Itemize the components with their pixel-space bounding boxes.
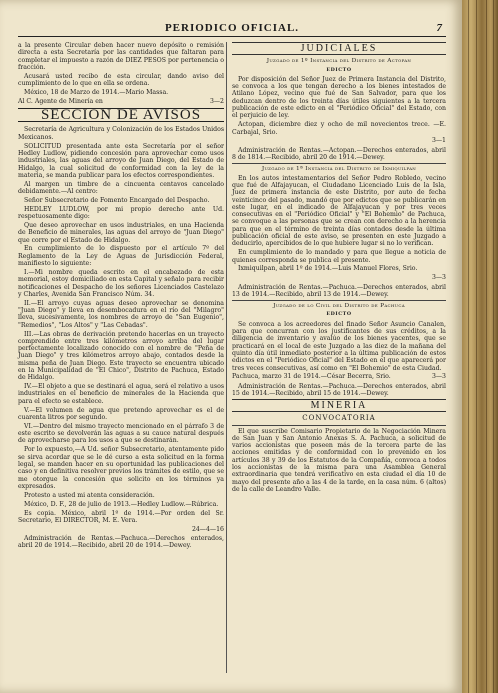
aviso-paragraph: Al margen un timbre de a cincuenta centavos cancelado debidamente.—Al centro: <box>18 180 224 196</box>
aviso-count: 24—4—16 <box>191 525 224 533</box>
juzgado-count: 3—3 <box>431 274 446 282</box>
column-divider <box>226 42 227 673</box>
separator <box>232 300 446 301</box>
juzgado-count: 3—1 <box>431 137 446 145</box>
aviso-paragraph: Es copia. México, abril 1º de 1914.—Por orden del Sr. Secretario, El DIRECTOR, M. E. Vera. <box>18 509 224 524</box>
juzgado-paragraph: En los autos intestamentarios del Señor Pedro Robledo, vecino que fué de Alfajayucan, el Ciudadano Licenciado Luis de la Isla, Juez de primera instancia de este Distrito, por auto de fecha veinticinco del pasado, mandó que por edictos que se publicarán en este lugar, en el indicado de Alfajayucan y por tres veces consecutivas en el "Periódico Oficial" y "El Bohemio" de Pachuca, se convoque a las personas que se crean con derecho a la herencia para que en el término de treinta días contados desde la última publicación oficial de este aviso, se presenten en este Juzgado a deducirlo, apercibidos de lo que hubiere lugar si no lo verifican. <box>232 174 446 248</box>
notice-paragraph: a la presente Circular deben hacer nuevo depósito o remisión directa a esta Secretaría por las cantidades que faltaran para completar el impuesto a razón de DIEZ PESOS por pertenencia o fracción. <box>18 42 224 71</box>
aviso-paragraph: IV.—El objeto a que se destinará el agua, será el relativo a usos industriales en el beneficio de minerales de la Hacienda que para el efecto se establece. <box>18 383 224 405</box>
aviso-paragraph: VI.—Dentro del mismo trayecto mencionado en el párrafo 3 de este escrito se devolverán las aguas a su cauce natural después de aprovecharse para los usos a que se destinarán. <box>18 422 224 445</box>
aviso-paragraph: Por lo expuesto,—A Ud. señor Subsecretario, atentamente pido se sirva acordar que se le dé curso a esta solicitud en la forma legal, se manden hacer en su oportunidad las publicaciones del caso y en definitiva resolver previos los trámites de estilo, que se me otorgue la concesión que solicito en los términos ya expresados. <box>18 446 224 490</box>
juzgado-title: Juzgado de 1º Instancia del Distrito de Actopan <box>266 58 412 65</box>
header-title: PERIODICO OFICIAL. <box>164 22 300 34</box>
notice-date: México, 18 de Marzo de 1914.—Mario Massa. <box>24 88 169 96</box>
juzgado-paragraph: Se convoca a los acreedores del finado Señor Asuncio Canalen, para que concurran con los justificantes de sus créditos, a la diligencia de inventario y avalúo de los bienes yacentes, que se practicará en el local de este Juzgado a las diez de la mañana del quinto día útil inmediato posterior a la última publicación de estos edictos en el "Periódico Oficial" del Estado en el que aparecerá por tres veces consecutivas, así como en "El Bohemio" de esta Ciudad. <box>232 320 446 372</box>
mineria-paragraph: El que suscribe Comisario Propietario de la Negociación Minera de San Juan y San Antonio Anexas S. A. Pachuca, a solicitud de varios accionistas que poseen más de la tercera parte de las acciones emitidas y de conformidad con lo prevenido en los artículos 38 y 39 de los Estatutos de la Compañía, convoca a todos los accionistas de la misma para una Asamblea General extraordinaria que tendrá verificativo en esta ciudad el día 10 de mayo del presente año a las 4 de la tarde, en la casa núm. 6 (altos) de la calle de Leandro Valle. <box>232 427 446 493</box>
aviso-paragraph: HEDLEY LUDLOW, por mi propio derecho ante Ud. respetuosamente digo: <box>18 205 224 221</box>
aviso-paragraph: I.—Mi nombre queda escrito en el encabezado de esta memorial, estoy domiciliado en esta Capital y señalo para recibir notificaciones el Despacho de los señores Licenciados Castelazo y Charles, Avenida San Francisco Núm. 34. <box>18 268 224 298</box>
aviso-paragraph: II.—El arroyo cuyas aguas deseo aprovechar se denomina "Juan Diego" y lleva en desembocadura en el río del "Milagro" lleva, sucesivamente, los nombres de arroyo de "San Eugenio", "Remedios", "Los Altos" y "Las Cebadas". <box>18 299 224 329</box>
notice-signature: Al C. Agente de Minería en 3—2 <box>18 97 224 105</box>
juzgado-paragraph: Administración de Rentas.—Pachuca.—Derechos enterados, abril 13 de 1914.—Recibido, abril 13 de 1914.—Dewey. <box>232 283 446 298</box>
aviso-paragraph: México, D. F., 28 de julio de 1913.—Hedley Ludlow.—Rúbrica. <box>24 500 219 508</box>
page-header <box>18 22 446 37</box>
juzgado-paragraph: Actopan, diciembre diez y ocho de mil novecientos trece. —E. Carbajal, Srio. <box>232 121 446 136</box>
separator <box>232 425 446 426</box>
aviso-paragraph: Secretaría de Agricultura y Colonización de los Estados Unidos Mexicanos. <box>18 126 224 141</box>
aviso-paragraph: Administración de Rentas.—Pachuca.—Derechos enterados, abril 20 de 1914.—Recibido, abril 20 de 1914.—Dewey. <box>18 534 224 550</box>
juzgado-paragraph: Por disposición del Señor Juez de Primera Instancia del Distrito, se convoca a los que tengan derecho a los bienes intestados de Atilano López, vecino que fué de San Salvador, para que los deduzcan dentro de los treinta días útiles siguientes a la tercera publicación de este edicto en el "Periódico Oficial" del Estado, con el perjuicio de ley. <box>232 75 446 120</box>
aviso-paragraph: Que deseo aprovechar en usos industriales, en una Hacienda de Beneficio de minerales, las aguas del arroyo de "Juan Diego" que corre por el Estado de Hidalgo. <box>18 221 224 244</box>
separator <box>232 163 446 164</box>
judiciales-heading: JUDICIALES <box>232 42 446 55</box>
aviso-paragraph: Señor Subsecretario de Fomento Encargado del Despacho. <box>24 196 210 204</box>
left-column <box>18 42 224 677</box>
page-number: 7 <box>436 22 442 34</box>
right-column <box>232 42 446 677</box>
aviso-paragraph: III.—Las obras de derivación pretendo hacerlas en un trayecto comprendido entre tres kilómetros arroyo arriba del lugar perfectamente localizado conocido con el nombre de "Peña de Juan Diego" y tres kilómetros arroyo abajo, contados desde la misma peña de Juan Diego. Este trayecto se encuentra ubicado en la Municipalidad de "El Chico", Distrito de Pachuca, Estado de Hidalgo. <box>18 330 224 382</box>
juzgado-title: Juzgado de 1ª Instancia del Distrito de Ixmiquilpan <box>261 166 417 173</box>
aviso-paragraph: Protesto a usted mi atenta consideración. <box>24 491 155 499</box>
juzgado-paragraph: Administración de Rentas.—Pachuca.—Derechos enterados, abril 15 de 1914.—Recibido, abril 15 de 1914.—Dewey. <box>232 382 446 398</box>
aviso-paragraph: V.—El volumen de agua que pretendo aprovechar es el de cuarenta litros por segundo. <box>18 406 224 421</box>
mineria-heading: MINERIA <box>232 399 446 412</box>
notice-paragraph: Acusará usted recibo de esta circular, dando aviso del cumplimiento de lo que en ella se ordena. <box>18 72 224 88</box>
juzgado-paragraph: Administración de Rentas.—Actopan.—Derechos enterados, abril 8 de 1814.—Recibido, abril 20 de 1914.—Dewey. <box>232 146 446 162</box>
section-heading: SECCION DE AVISOS <box>18 108 224 122</box>
edicto-label: EDICTO <box>326 311 352 318</box>
aviso-paragraph: En cumplimiento de lo dispuesto por el artículo 7º del Reglamento de la Ley de Aguas de Jurisdicción Federal, manifiesto lo siguiente: <box>18 245 224 268</box>
convocatoria-heading: CONVOCATORIA <box>302 414 376 423</box>
book-spine <box>462 0 498 693</box>
edicto-label: EDICTO <box>326 66 352 73</box>
juzgado-paragraph: Ixmiquilpan, abril 1º de 1914.—Luis Manuel Flores, Srio. <box>238 265 418 273</box>
juzgado-title: Juzgado de lo Civil del Distrito de Pachuca <box>273 303 405 310</box>
juzgado-signature: Pachuca, marzo 31 de 1914.—César Becerra, Srio. 3—3 <box>232 373 446 381</box>
aviso-paragraph: SOLICITUD presentada ante esta Secretaría por el señor Hedley Ludlow, pidiendo concesión para aprovechar como usos industriales, las aguas del arroyo de Juan Diego, del Estado de Hidalgo, la cual solicitud de conformidad con la ley de la materia, se manda publicar para los efectos correspondientes. <box>18 142 224 179</box>
juzgado-paragraph: En cumplimiento de lo mandado y para que llegue a noticia de quienes corresponda se publica el presente. <box>232 249 446 264</box>
